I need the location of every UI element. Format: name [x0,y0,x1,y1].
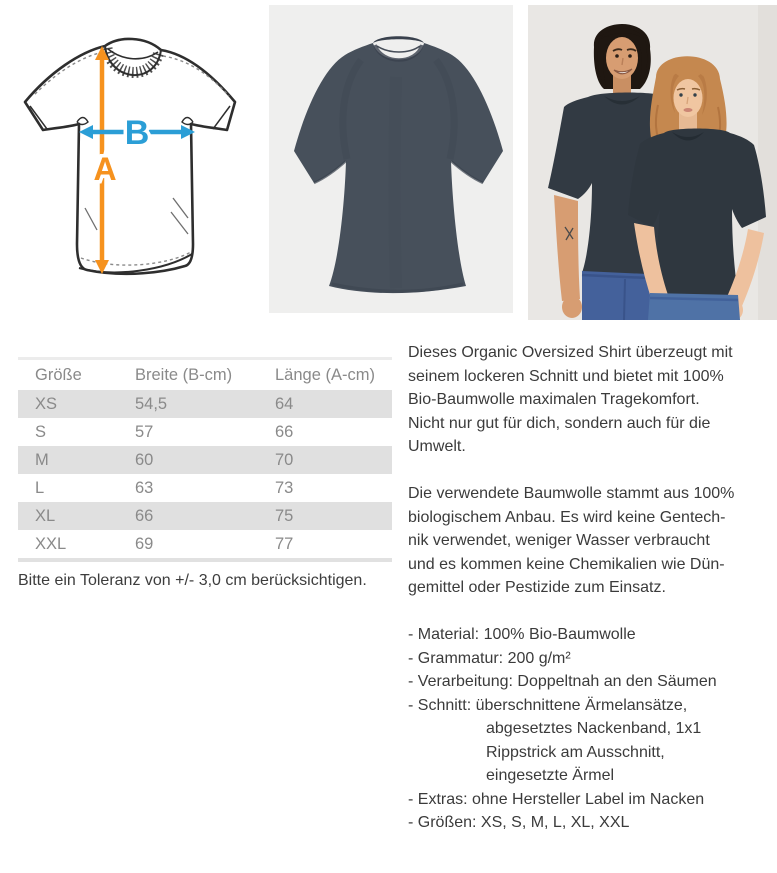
size-table-body [18,390,392,558]
description-line: und es kommen keine Chemikalien wie Dün- [408,555,725,573]
bullet-line: - Verarbeitung: Doppeltnah an den Säumen [408,673,717,690]
description-paragraph [408,341,774,459]
size-table-header-row [18,360,392,390]
man-jeans-seam [624,279,625,320]
models-photo [528,5,777,320]
man-hand-left [562,296,582,318]
breite-cell: 69 [135,534,154,553]
description-line: gemittel oder Pestizide zum Einsatz. [408,579,666,596]
description-line: Dieses Organic Oversized Shirt überzeugt mit [408,344,733,361]
description-line: Die verwendete Baumwolle stammt aus 100% [408,485,735,502]
size-cell: M [35,450,49,469]
breite-cell: 54,5 [135,394,168,413]
table-row [18,502,392,530]
size-table-grid [18,360,392,558]
bullet-line: - Material: 100% Bio-Baumwolle [408,626,636,643]
background-shade [758,5,777,320]
bullet-line: Rippstrick am Ausschnitt, [486,743,665,761]
man-eye-right [628,54,632,58]
laenge-cell: 75 [275,506,294,525]
man-eye-left [615,54,619,58]
col-header-breite: Breite (B-cm) [135,360,275,390]
description-line: Bio-Baumwolle maximalen Tragekomfort. [408,391,700,408]
man-nose [622,58,623,65]
flat-shirt-photo [269,5,513,313]
size-cell: XS [35,394,58,413]
product-photo-models[interactable] [528,5,777,320]
breite-cell: 66 [135,506,154,525]
table-row [18,418,392,446]
description-line: biologischem Anbau. Es wird keine Gentech- [408,508,726,526]
laenge-cell: 77 [275,534,294,553]
col-header-laenge: Länge (A-cm) [275,360,392,390]
description-line: seinem lockeren Schnitt und bietet mit 100% [408,367,724,385]
breite-cell: 60 [135,450,154,469]
diagram-label-a: A [93,151,117,187]
bullet-line: - Größen: XS, S, M, L, XL, XXL [408,814,630,831]
size-cell: L [35,478,45,497]
shade-center [395,77,397,288]
table-row [18,474,392,502]
breite-cell: 57 [135,422,154,441]
tshirt-measurement-diagram [15,30,245,290]
bullet-line: - Grammatur: 200 g/m² [408,649,571,667]
bullet-line: - Schnitt: überschnittene Ärmelansätze, [408,696,688,714]
diagram-label-b: B [124,114,150,152]
woman-eye-left [679,93,682,96]
description-line: nik verwendet, weniger Wasser verbraucht [408,532,710,549]
table-row [18,530,392,558]
product-description [408,341,774,835]
table-row [18,446,392,474]
col-header-groesse: Größe [18,360,135,390]
size-diagram-image[interactable] [15,30,245,290]
description-paragraph [408,482,774,600]
laenge-cell: 66 [275,422,294,441]
size-cell: XL [35,506,56,525]
bullet-line: eingesetzte Ärmel [486,767,615,784]
description-line: Umwelt. [408,438,466,455]
size-table [18,357,392,562]
bullet-line: - Extras: ohne Hersteller Label im Nacken [408,790,705,808]
description-line: Nicht nur gut für dich, sondern auch für die [408,414,711,432]
size-cell: XXL [35,534,67,553]
breite-cell: 63 [135,478,154,497]
laenge-cell: 70 [275,450,294,469]
laenge-cell: 64 [275,394,294,413]
size-cell: S [35,422,47,441]
woman-lips [684,108,693,112]
woman-eye-right [693,93,696,96]
table-row [18,390,392,418]
bullet-line: abgesetztes Nackenband, 1x1 [486,720,702,737]
laenge-cell: 73 [275,478,294,497]
tolerance-note: Bitte ein Toleranz von +/- 3,0 cm berücksichtigen. [18,572,367,589]
description-bullet-list [408,623,774,835]
product-photo-flat[interactable] [269,5,513,313]
